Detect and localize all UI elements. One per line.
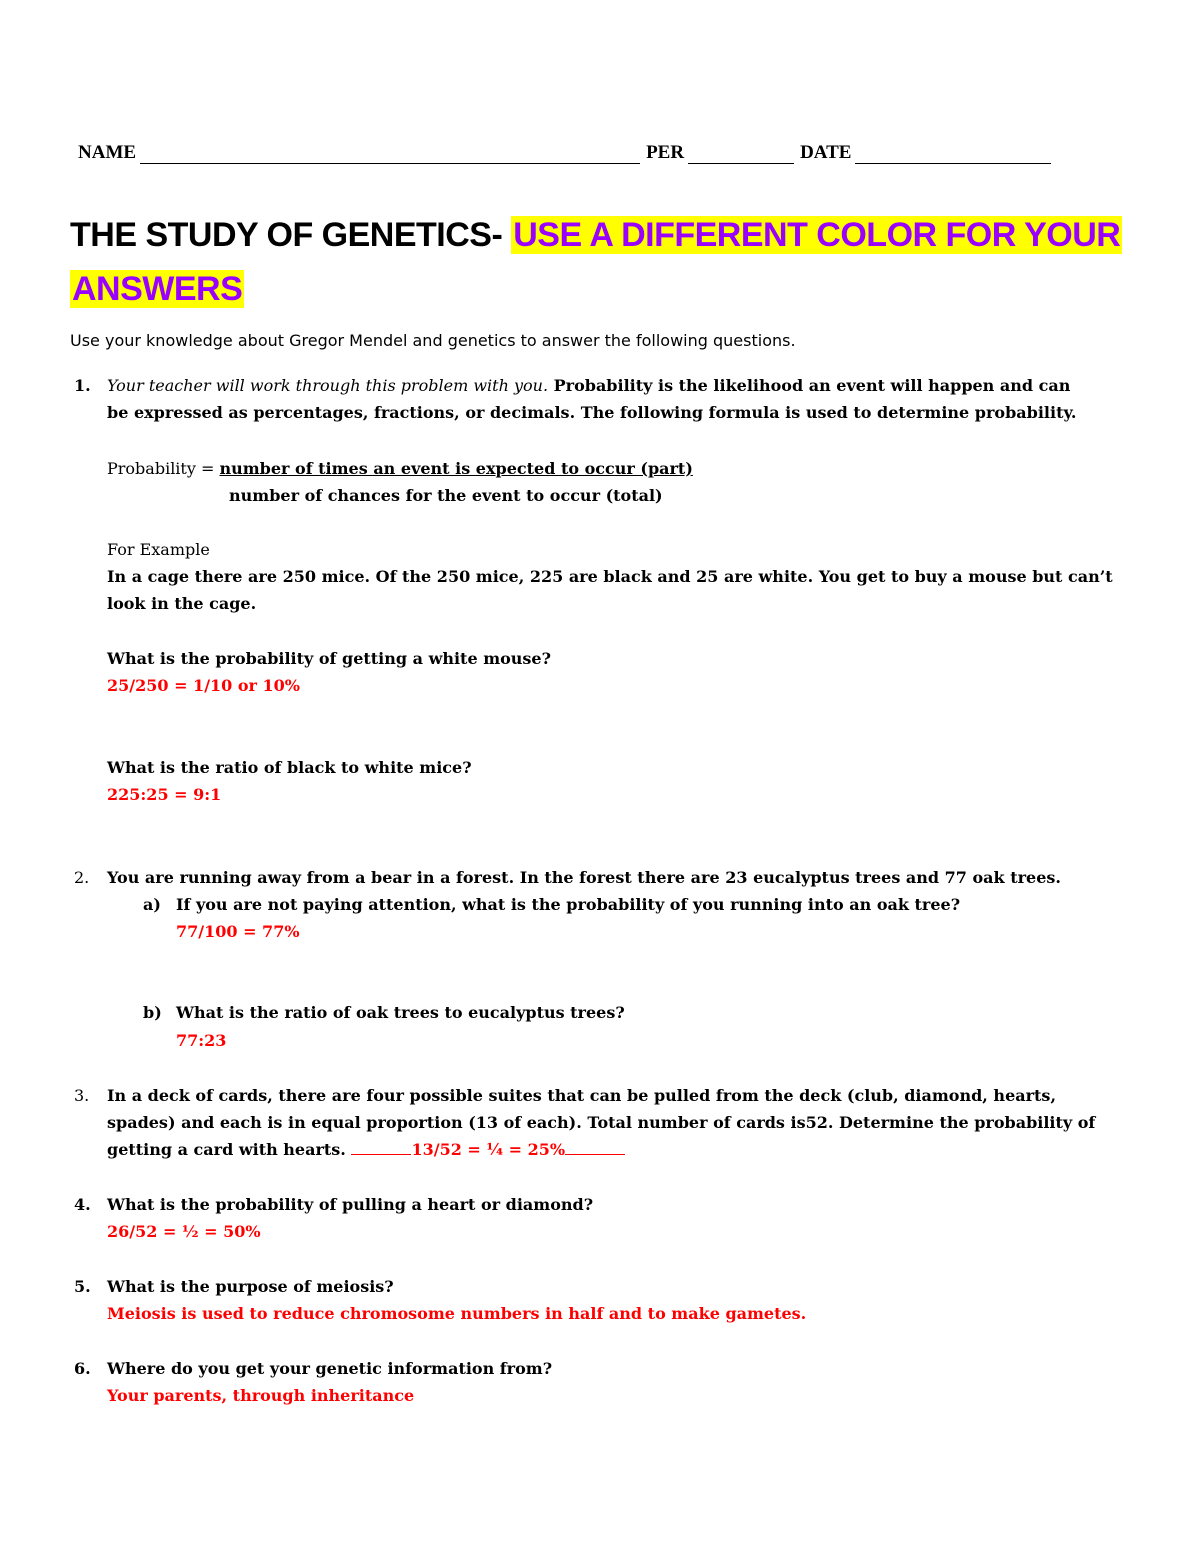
- q2-a: [143, 891, 961, 918]
- intro-text: Use your knowledge about Gregor Mendel and genetics to answer the following questions.: [70, 331, 796, 350]
- date-label: DATE: [800, 142, 852, 163]
- q1-sub1-question: What is the probability of getting a white mouse?: [107, 649, 551, 668]
- q6-question: Where do you get your genetic information from?: [107, 1359, 553, 1378]
- q6-answer: Your parents, through inheritance: [107, 1386, 415, 1405]
- title-highlight-1: USE A DIFFERENT COLOR FOR YOUR: [513, 216, 1121, 254]
- header-line: [78, 142, 1070, 164]
- q3-line-1: In a deck of cards, there are four possible suites that can be pulled from the deck (club, diamond, hearts,: [107, 1086, 1057, 1105]
- question-4: [74, 1191, 594, 1218]
- question-number: 5.: [74, 1277, 91, 1296]
- question-5: [74, 1273, 394, 1300]
- q3-line-2: spades) and each is in equal proportion (13 of each). Total number of cards is52. Determine the probability of: [107, 1113, 1096, 1132]
- question-number: 3.: [74, 1086, 90, 1105]
- formula-numerator: number of times an event is expected to occur (part): [219, 459, 693, 478]
- q4-question: What is the probability of pulling a heart or diamond?: [107, 1195, 594, 1214]
- question-number: 2.: [74, 868, 90, 887]
- q3-line-3: getting a card with hearts.: [107, 1140, 352, 1159]
- page-title: [70, 208, 1140, 316]
- question-3: [74, 1082, 1177, 1163]
- q4-answer: 26/52 = ½ = 50%: [107, 1222, 261, 1241]
- question-number: 4.: [74, 1195, 91, 1214]
- example-text: [107, 563, 1167, 617]
- q1-text-b: be expressed as percentages, fractions, or decimals. The following formula is used to determine probability.: [107, 403, 1077, 422]
- formula-denominator: number of chances for the event to occur (total): [229, 486, 663, 505]
- question-1: [74, 372, 1167, 426]
- answer-blank-left: [351, 1138, 411, 1155]
- q1-sub1-answer: 25/250 = 1/10 or 10%: [107, 676, 301, 695]
- q1-sub2-question: What is the ratio of black to white mice?: [107, 758, 472, 777]
- formula-label: Probability =: [107, 459, 220, 478]
- q2-a-question: If you are not paying attention, what is the probability of you running into an oak tree?: [176, 895, 961, 914]
- q2-a-answer: 77/100 = 77%: [176, 922, 300, 941]
- example-line-2: look in the cage.: [107, 594, 257, 613]
- q1-italic-lead: Your teacher will work through this problem with you.: [107, 376, 549, 395]
- q5-answer: Meiosis is used to reduce chromosome numbers in half and to make gametes.: [107, 1304, 807, 1323]
- name-label: NAME: [78, 142, 137, 163]
- example-label: For Example: [107, 540, 210, 559]
- q2-text: You are running away from a bear in a forest. In the forest there are 23 eucalyptus trees and 77 oak trees.: [107, 868, 1061, 887]
- title-highlight-2: ANSWERS: [72, 270, 243, 308]
- q5-question: What is the purpose of meiosis?: [107, 1277, 394, 1296]
- example-line-1: In a cage there are 250 mice. Of the 250 mice, 225 are black and 25 are white. You get to buy a mouse but can’t: [107, 567, 1113, 586]
- name-blank: [140, 145, 640, 164]
- formula-numerator-line: [107, 455, 693, 482]
- q3-answer: 13/52 = ¼ = 25%: [411, 1140, 566, 1159]
- answer-blank-right: [565, 1138, 625, 1155]
- title-main: THE STUDY OF GENETICS-: [70, 216, 503, 254]
- q2-b-label: b): [143, 1003, 162, 1022]
- q2-a-label: a): [143, 895, 161, 914]
- q2-b: [143, 999, 625, 1026]
- date-blank: [855, 145, 1051, 164]
- q1-sub2-answer: 225:25 = 9:1: [107, 785, 222, 804]
- question-6: [74, 1355, 553, 1382]
- question-number: 1.: [74, 376, 91, 395]
- q1-text-a: Probability is the likelihood an event will happen and can: [548, 376, 1071, 395]
- q2-b-question: What is the ratio of oak trees to eucalyptus trees?: [176, 1003, 625, 1022]
- question-2: [74, 864, 1167, 891]
- per-blank: [688, 145, 794, 164]
- q2-b-answer: 77:23: [176, 1031, 227, 1050]
- per-label: PER: [646, 142, 685, 163]
- question-number: 6.: [74, 1359, 91, 1378]
